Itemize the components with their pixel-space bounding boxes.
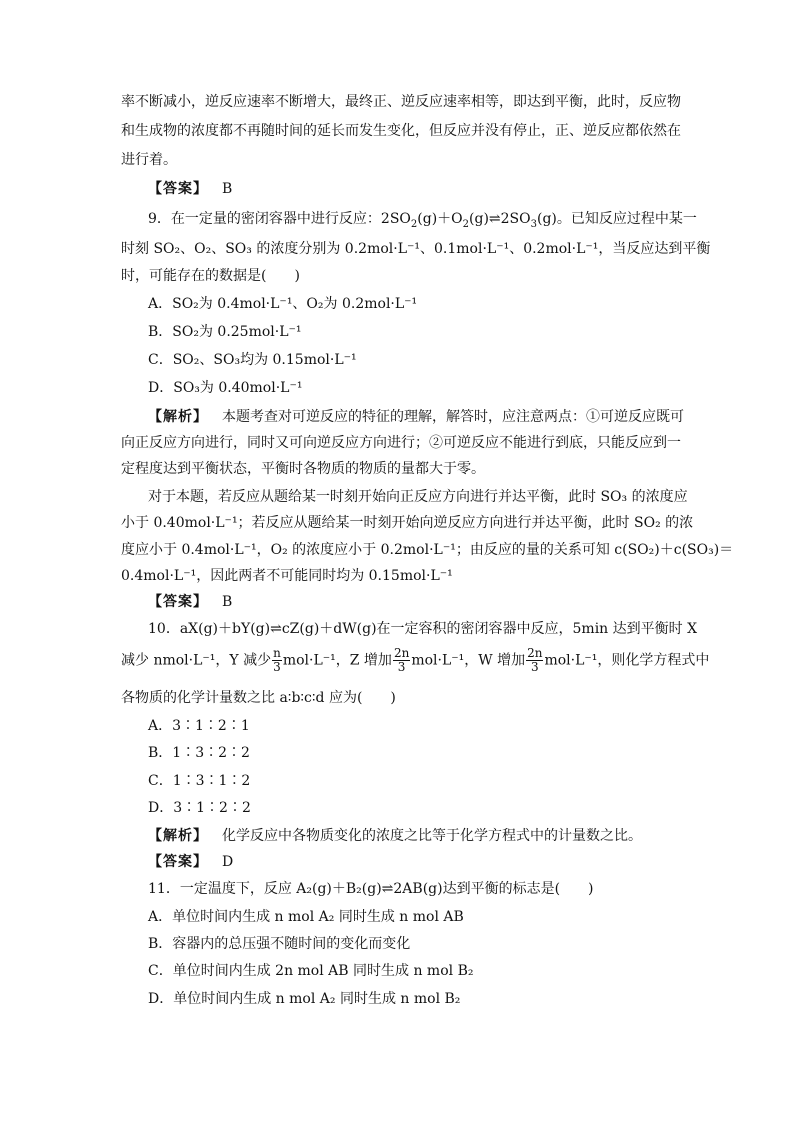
- q8-answer: B: [222, 181, 233, 197]
- intro-line-1: 率不断减小，逆反应速率不断增大，最终正、逆反应速率相等，即达到平衡，此时，反应物: [121, 94, 681, 110]
- q10-option-b: B．1∶3∶2∶2: [148, 745, 250, 761]
- q9-stem-line-3: 时，可能存在的数据是( ): [121, 268, 300, 284]
- q9-answer: B: [222, 594, 233, 610]
- q10-option-d: D．3∶1∶2∶2: [148, 800, 251, 816]
- q9-analysis-line-5: 小于 0.40mol·L⁻¹；若反应从题给某一时刻开始向逆反应方向进行并达平衡，此时 SO₂ 的浓: [121, 515, 694, 531]
- intro-line-2: 和生成物的浓度都不再随时间的延长而发生变化，但反应并没有停止，正、逆反应都依然在: [121, 123, 681, 139]
- q9-equation: $2SO_2(g)+O_2(g)\rightleftharpoons 2SO_3(g)$: [380, 211, 557, 230]
- answer-label: 【答案】: [148, 594, 208, 610]
- frac-denominator: 3: [530, 660, 539, 674]
- answer-label: 【答案】: [148, 181, 208, 197]
- q8-answer-line: [148, 179, 232, 199]
- q9-answer-line: [148, 592, 232, 612]
- q9-option-a: A．SO₂为 0.4mol·L⁻¹、O₂为 0.2mol·L⁻¹: [148, 296, 418, 312]
- q9-analysis-line-3: 定程度达到平衡状态，平衡时各物质的物质的量都大于零。: [121, 461, 485, 477]
- frac-numerator: 2n: [527, 646, 543, 660]
- analysis-label: 【解析】: [148, 828, 208, 844]
- q10-text-4: mol·L⁻¹，则化学方程式中: [544, 652, 710, 669]
- frac-numerator: n: [273, 646, 281, 660]
- q9-stem-part-1: 9．在一定量的密闭容器中进行反应：: [148, 211, 381, 227]
- q10-answer: D: [222, 854, 234, 870]
- q9-option-c: C．SO₂、SO₃均为 0.15mol·L⁻¹: [148, 352, 357, 368]
- fraction-n-over-3: [272, 647, 282, 674]
- q11-option-b: B．容器内的总压强不随时间的变化而变化: [148, 936, 411, 952]
- q9-stem-line-2: 时刻 SO₂、O₂、SO₃ 的浓度分别为 0.2mol·L⁻¹、0.1mol·L⁻¹、0.2mol·L⁻¹，当反应达到平衡: [121, 241, 711, 257]
- q10-stem-line-2: [121, 647, 709, 674]
- q9-option-b: B．SO₂为 0.25mol·L⁻¹: [148, 324, 302, 340]
- q11-option-c: C．单位时间内生成 2n mol AB 同时生成 n mol B₂: [148, 963, 474, 979]
- answer-label: 【答案】: [148, 854, 208, 870]
- q10-analysis-line: [148, 826, 642, 846]
- q10-answer-line: [148, 852, 233, 872]
- q10-option-a: A．3∶1∶2∶1: [148, 718, 250, 734]
- q11-stem: 11．一定温度下，反应 A₂(g)＋B₂(g)⇌2AB(g)达到平衡的标志是( ): [148, 881, 594, 897]
- frac-denominator: 3: [397, 660, 406, 674]
- q9-stem-part-2: 。已知反应过程中某一: [556, 211, 697, 227]
- frac-numerator: 2n: [393, 646, 410, 660]
- q10-option-c: C．1∶3∶1∶2: [148, 773, 251, 789]
- frac-denominator: 3: [273, 660, 281, 674]
- q10-stem-line-1: 10．aX(g)＋bY(g)⇌cZ(g)＋dW(g)在一定容积的密闭容器中反应，5min 达到平衡时 X: [148, 621, 698, 637]
- analysis-label: 【解析】: [148, 409, 208, 425]
- q9-analysis-text-1: 本题考查对可逆反应的特征的理解，解答时，应注意两点：①可逆反应既可: [222, 409, 684, 425]
- q9-option-d: D．SO₃为 0.40mol·L⁻¹: [148, 380, 303, 396]
- intro-line-3: 进行着。: [121, 152, 177, 168]
- q11-option-d: D．单位时间内生成 n mol A₂ 同时生成 n mol B₂: [148, 991, 461, 1007]
- q9-stem-line-1: [148, 209, 697, 229]
- q9-analysis-line-4: 对于本题，若反应从题给某一时刻开始向正反应方向进行并达平衡，此时 SO₃ 的浓度应: [148, 489, 688, 505]
- q10-text-1: 减少 nmol·L⁻¹，Y 减少: [121, 652, 272, 669]
- fraction-2n-over-3: [526, 647, 543, 674]
- q9-analysis-line-1: [148, 407, 684, 427]
- q9-analysis-line-6: 度应小于 0.4mol·L⁻¹，O₂ 的浓度应小于 0.2mol·L⁻¹；由反应的量的关系可知 c(SO₂)＋c(SO₃)＝: [121, 542, 734, 558]
- q9-analysis-line-7: 0.4mol·L⁻¹，因此两者不可能同时均为 0.15mol·L⁻¹: [121, 568, 453, 584]
- q10-stem-line-3: 各物质的化学计量数之比 a∶b∶c∶d 应为( ): [121, 690, 396, 706]
- q10-text-3: mol·L⁻¹，W 增加: [411, 652, 526, 669]
- q9-analysis-line-2: 向正反应方向进行，同时又可向逆反应方向进行；②可逆反应不能进行到底，只能反应到一: [121, 435, 681, 451]
- q10-text-2: mol·L⁻¹，Z 增加: [282, 652, 392, 669]
- q11-option-a: A．单位时间内生成 n mol A₂ 同时生成 n mol AB: [148, 909, 464, 925]
- q10-analysis-text: 化学反应中各物质变化的浓度之比等于化学方程式中的计量数之比。: [222, 828, 642, 844]
- fraction-2n-over-3: [393, 647, 410, 674]
